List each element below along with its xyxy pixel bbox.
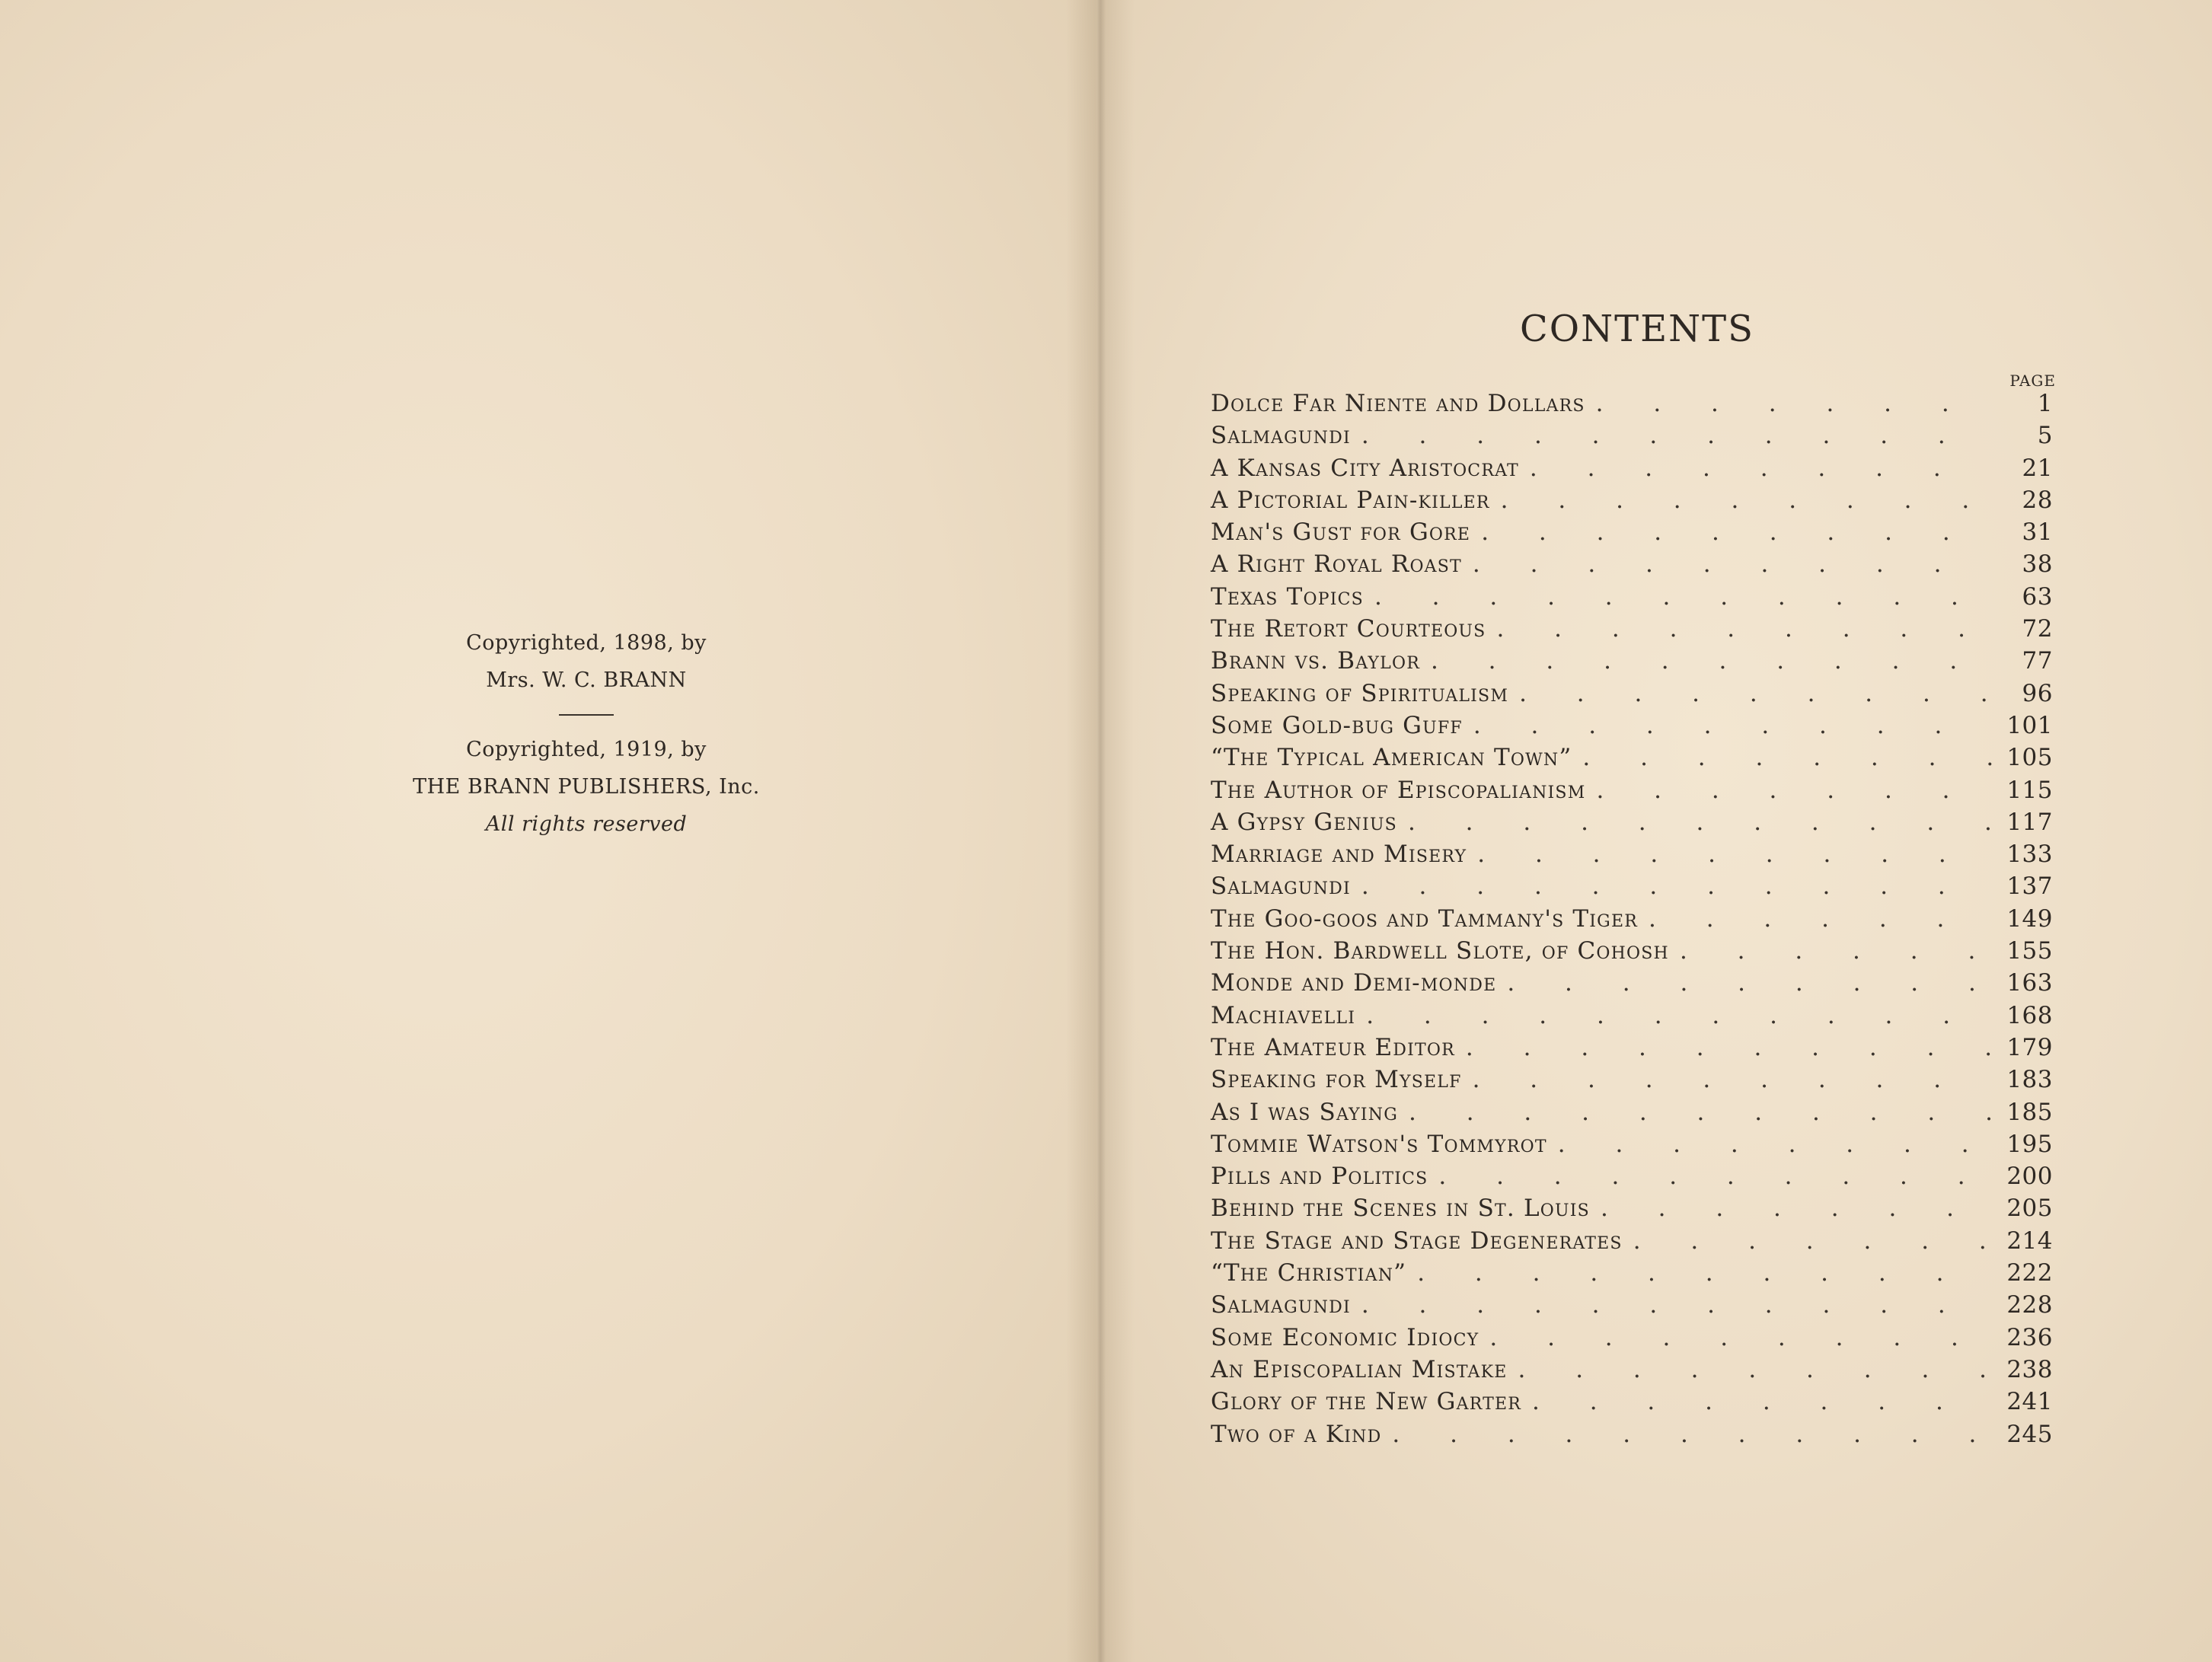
toc-dot-leader — [1558, 1131, 1992, 1158]
toc-entry — [1211, 455, 2053, 486]
toc-entry — [1211, 1356, 2053, 1388]
toc-entry-title: Tommie Watson's Tommyrot — [1211, 1130, 1547, 1158]
copyright-block — [335, 624, 838, 843]
rights-reserved: All rights reserved — [485, 812, 688, 836]
toc-dot-leader — [1438, 1163, 1992, 1190]
toc-entry-page: 163 — [2006, 969, 2053, 997]
toc-dot-leader — [1582, 744, 1992, 771]
copyright-line-1919: Copyrighted, 1919, by — [466, 738, 707, 761]
toc-entry-title: The Amateur Editor — [1211, 1033, 1455, 1061]
toc-entry-page: 63 — [2022, 582, 2053, 611]
toc-entry — [1211, 937, 2053, 969]
toc-entry-title: Salmagundi — [1211, 872, 1351, 901]
toc-entry — [1211, 1163, 2053, 1195]
toc-dot-leader — [1518, 1356, 1992, 1383]
table-of-contents — [1211, 390, 2053, 1453]
toc-entry-title: Pills and Politics — [1211, 1163, 1428, 1191]
toc-entry-page: 195 — [2006, 1130, 2053, 1158]
toc-entry-page: 31 — [2022, 518, 2053, 547]
toc-entry — [1211, 1099, 2053, 1131]
left-page — [0, 0, 1096, 1662]
toc-entry-title: Monde and Demi-monde — [1211, 969, 1497, 997]
toc-entry — [1211, 1421, 2053, 1453]
toc-dot-leader — [1507, 969, 1992, 997]
toc-entry-title: “The Typical American Town” — [1211, 744, 1572, 772]
toc-entry-title: Behind the Scenes in St. Louis — [1211, 1195, 1590, 1223]
toc-entry-title: The Author of Episcopalianism — [1211, 776, 1586, 804]
toc-entry — [1211, 1227, 2053, 1259]
toc-entry — [1211, 390, 2053, 422]
toc-dot-leader — [1530, 455, 1992, 482]
toc-entry-page: 105 — [2006, 744, 2053, 772]
toc-entry-page: 155 — [2006, 937, 2053, 965]
toc-entry-page: 245 — [2006, 1420, 2053, 1448]
toc-dot-leader — [1466, 1034, 1992, 1061]
toc-entry-page: 5 — [2037, 422, 2053, 450]
toc-entry — [1211, 1324, 2053, 1356]
page-column-label: PAGE — [2009, 372, 2056, 390]
toc-entry — [1211, 486, 2053, 518]
toc-entry-page: 101 — [2006, 711, 2053, 739]
toc-dot-leader — [1601, 1195, 1992, 1222]
toc-entry-page: 214 — [2006, 1227, 2053, 1255]
toc-entry-page: 228 — [2006, 1291, 2053, 1319]
toc-entry-title: The Goo-goos and Tammany's Tiger — [1211, 904, 1638, 933]
toc-entry — [1211, 422, 2053, 454]
toc-dot-leader — [1473, 712, 1992, 739]
toc-entry-title: Brann vs. Baylor — [1211, 647, 1420, 675]
toc-entry-page: 200 — [2006, 1163, 2053, 1191]
toc-entry — [1211, 680, 2053, 712]
toc-dot-leader — [1519, 680, 1992, 707]
toc-dot-leader — [1532, 1388, 1992, 1415]
toc-entry-title: Salmagundi — [1211, 1291, 1351, 1319]
toc-entry-title: As I was Saying — [1211, 1098, 1399, 1126]
toc-dot-leader — [1680, 937, 1992, 965]
toc-entry-page: 133 — [2006, 841, 2053, 869]
toc-entry-page: 205 — [2006, 1195, 2053, 1223]
toc-dot-leader — [1596, 390, 1992, 417]
toc-entry-page: 1 — [2037, 390, 2053, 417]
toc-dot-leader — [1361, 1291, 1992, 1319]
toc-entry — [1211, 550, 2053, 582]
toc-entry — [1211, 777, 2053, 809]
toc-entry-title: An Episcopalian Mistake — [1211, 1355, 1508, 1383]
toc-entry — [1211, 712, 2053, 744]
toc-entry-page: 149 — [2006, 904, 2053, 933]
toc-entry — [1211, 969, 2053, 1001]
toc-entry-page: 137 — [2006, 872, 2053, 901]
toc-entry-title: Dolce Far Niente and Dollars — [1211, 390, 1585, 417]
toc-entry-title: “The Christian” — [1211, 1259, 1407, 1287]
toc-entry-page: 241 — [2006, 1388, 2053, 1416]
copyright-line-1898: Copyrighted, 1898, by — [466, 631, 707, 655]
copyright-holder-1919: THE BRANN PUBLISHERS, Inc. — [413, 775, 760, 799]
toc-entry-title: Salmagundi — [1211, 422, 1351, 450]
toc-entry-page: 117 — [2006, 808, 2053, 836]
toc-entry-title: Man's Gust for Gore — [1211, 518, 1471, 547]
toc-entry — [1211, 1259, 2053, 1291]
toc-entry-title: Texas Topics — [1211, 582, 1364, 611]
toc-entry-page: 72 — [2022, 615, 2053, 643]
toc-dot-leader — [1392, 1421, 1992, 1448]
toc-entry-page: 185 — [2006, 1098, 2053, 1126]
toc-entry — [1211, 1195, 2053, 1227]
toc-entry — [1211, 1066, 2053, 1098]
toc-entry-title: Two of a Kind — [1211, 1420, 1382, 1448]
toc-entry — [1211, 1131, 2053, 1163]
toc-entry — [1211, 1291, 2053, 1323]
toc-entry-page: 222 — [2006, 1259, 2053, 1287]
toc-dot-leader — [1501, 486, 1992, 514]
toc-entry-title: Some Gold-bug Guff — [1211, 711, 1463, 739]
toc-dot-leader — [1477, 841, 1992, 868]
toc-entry — [1211, 615, 2053, 647]
toc-dot-leader — [1481, 518, 1992, 546]
toc-dot-leader — [1408, 809, 1992, 836]
toc-entry — [1211, 872, 2053, 904]
toc-entry-page: 236 — [2006, 1323, 2053, 1351]
toc-entry-page: 238 — [2006, 1355, 2053, 1383]
toc-dot-leader — [1489, 1324, 1992, 1351]
copyright-holder-1898: Mrs. W. C. BRANN — [486, 668, 687, 692]
toc-entry — [1211, 809, 2053, 841]
toc-dot-leader — [1596, 777, 1992, 804]
toc-entry-title: Machiavelli — [1211, 1001, 1356, 1029]
toc-entry — [1211, 1034, 2053, 1066]
toc-dot-leader — [1409, 1099, 1992, 1126]
toc-dot-leader — [1374, 583, 1992, 611]
toc-entry-page: 38 — [2022, 550, 2053, 579]
toc-entry-title: Some Economic Idiocy — [1211, 1323, 1479, 1351]
toc-entry-page: 77 — [2022, 647, 2053, 675]
toc-dot-leader — [1417, 1259, 1992, 1287]
toc-entry — [1211, 905, 2053, 937]
toc-entry-page: 179 — [2006, 1033, 2053, 1061]
toc-entry — [1211, 744, 2053, 776]
toc-entry-title: Marriage and Misery — [1211, 841, 1467, 869]
toc-entry-title: The Stage and Stage Degenerates — [1211, 1227, 1623, 1255]
toc-entry — [1211, 518, 2053, 550]
toc-dot-leader — [1633, 1227, 1992, 1255]
copyright-divider — [559, 714, 614, 716]
toc-entry-title: A Right Royal Roast — [1211, 550, 1462, 579]
toc-entry-title: A Pictorial Pain-killer — [1211, 486, 1490, 514]
toc-entry — [1211, 841, 2053, 872]
toc-entry — [1211, 583, 2053, 615]
toc-dot-leader — [1361, 422, 1992, 449]
toc-dot-leader — [1366, 1002, 1992, 1029]
toc-entry-title: The Hon. Bardwell Slote, of Cohosh — [1211, 937, 1669, 965]
toc-dot-leader — [1361, 872, 1992, 900]
contents-title: CONTENTS — [1519, 308, 1755, 350]
toc-entry-page: 28 — [2022, 486, 2053, 514]
toc-entry-page: 183 — [2006, 1066, 2053, 1094]
toc-dot-leader — [1473, 1066, 1992, 1093]
toc-entry — [1211, 1388, 2053, 1420]
toc-entry-title: The Retort Courteous — [1211, 615, 1486, 643]
toc-entry-page: 21 — [2022, 454, 2053, 482]
toc-entry-page: 96 — [2022, 679, 2053, 707]
toc-entry-title: A Kansas City Aristocrat — [1211, 454, 1519, 482]
toc-dot-leader — [1431, 647, 1992, 675]
toc-entry-title: Speaking of Spiritualism — [1211, 679, 1509, 707]
toc-dot-leader — [1496, 615, 1992, 643]
toc-entry — [1211, 1002, 2053, 1034]
toc-entry-page: 168 — [2006, 1001, 2053, 1029]
toc-entry-page: 115 — [2006, 776, 2053, 804]
toc-entry — [1211, 647, 2053, 679]
toc-entry-title: Speaking for Myself — [1211, 1066, 1462, 1094]
toc-entry-title: Glory of the New Garter — [1211, 1388, 1521, 1416]
toc-dot-leader — [1473, 550, 1992, 578]
toc-dot-leader — [1649, 905, 1992, 933]
toc-entry-title: A Gypsy Genius — [1211, 808, 1397, 836]
